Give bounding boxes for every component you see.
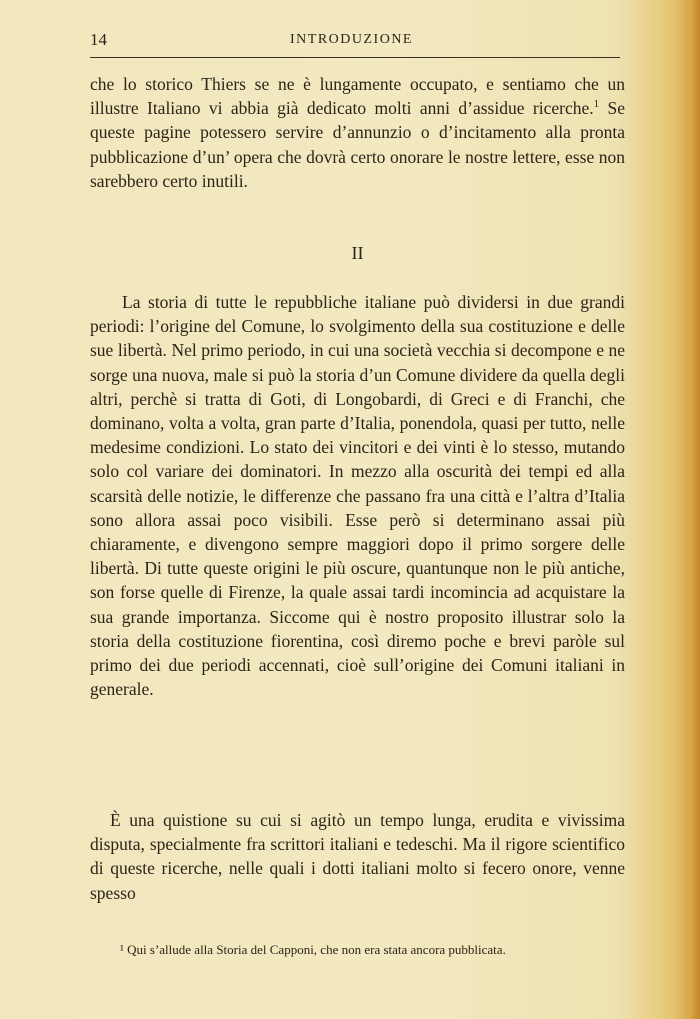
paragraph-3: È una quistione su cui si agitò un tempo lunga, erudita e vivissima disputa, specialmente fra scrittori italiani e tedeschi. Ma il rigore scientifico di queste ricerche, nelle quali i dotti italiani molto si fecero onore, venne spesso [90, 810, 625, 903]
paragraph-1-text: che lo storico Thiers se ne è lungamente occupato, e sentiamo che un illustre Italiano vi abbia già dedicato molti anni d’assidue ricerche. [90, 74, 625, 119]
header-rule [90, 57, 620, 58]
page-edge-shadow [678, 0, 700, 1019]
footnote: ¹ Qui s’allude alla Storia del Capponi, che non era stata ancora pubblicata. [120, 942, 506, 957]
paragraph-1 [90, 72, 625, 193]
footnote-reference: 1 [593, 98, 600, 111]
paragraph-2: La storia di tutte le repubbliche italiane può dividersi in due grandi periodi: l’origine del Comune, lo svolgimento della sua costituzione e delle sue libertà. Nel primo periodo, in cui una società vecchia si decompone e ne sorge una nuova, male si può la storia d’un Comune dividere da quella degli altri, perchè si tratta di Goti, di Longobardi, di Greci e di Franchi, che dominano, volta a volta, gran parte d’Italia, ponendola, quasi per tutto, nelle medesime condizioni. Lo stato dei vincitori e dei vinti è lo stesso, mutando solo col variare dei dominatori. In mezzo alla oscurità dei tempi ed alla scarsità delle notizie, le differenze che passano fra una città e l’altra d’Italia sono allora assai poco visibili. Esse però si determinano assai più chiaramente, e divengono sempre maggiori dopo il primo sorgere delle libertà. Di tutte queste origini le più oscure, quantunque non le più antiche, son forse quelle di Firenze, la quale assai tardi incomincia ad acquistare la sua grande importanza. Siccome qui è nostro proposito illustrar solo la storia della costituzione fiorentina, così diremo poche e brevi paròle sul primo dei due periodi accennati, cioè sull’origine dei Comuni italiani in generale. [90, 292, 625, 700]
running-header [90, 30, 620, 52]
section-number: II [351, 243, 364, 263]
paragraph-1-continuation: Se queste pagine potessero servire d’annunzio o d’incitamento alla pronta pubblicazione d’un’ opera che dovrà certo onorare le nostre lettere, esse non sarebbero certo inutili. [90, 98, 625, 191]
page-number: 14 [90, 30, 107, 49]
running-title: INTRODUZIONE [290, 32, 413, 47]
